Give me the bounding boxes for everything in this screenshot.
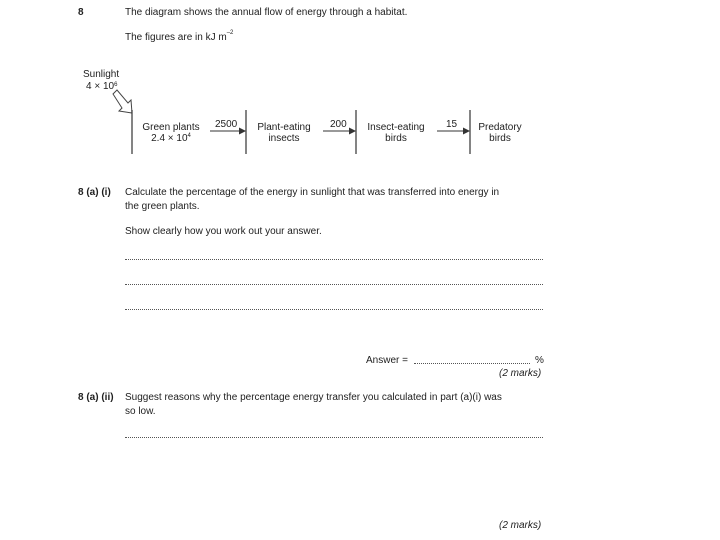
part-a-ii-label: 8 (a) (ii) bbox=[78, 392, 114, 403]
answer-label: Answer = bbox=[366, 355, 408, 366]
sunlight-title: Sunlight bbox=[83, 69, 120, 80]
part-a-i-label: 8 (a) (i) bbox=[78, 187, 111, 198]
stage-insect-eating-birds: Insect-eating birds bbox=[367, 122, 425, 144]
reasons-line-1[interactable] bbox=[125, 437, 543, 438]
stage-green-plants: Green plants $2.4 \times 10^4$ bbox=[142, 122, 200, 144]
flow-value-3: 15 bbox=[446, 119, 458, 130]
flow-value-2: 200 bbox=[330, 119, 347, 130]
intro-line-2: The figures are in kJ $m^{-2}$ bbox=[125, 30, 234, 43]
answer-field[interactable] bbox=[414, 363, 530, 364]
part-a-ii-line-2: so low. bbox=[125, 406, 156, 417]
question-number: 8 bbox=[78, 7, 84, 18]
arrowhead-3 bbox=[463, 128, 470, 135]
working-line-1[interactable] bbox=[125, 259, 543, 260]
sunlight-arrow bbox=[113, 90, 132, 113]
working-line-2[interactable] bbox=[125, 284, 543, 285]
part-a-i-instruction: Show clearly how you work out your answer. bbox=[125, 226, 322, 237]
arrowhead-2 bbox=[349, 128, 356, 135]
part-a-ii-line-1: Suggest reasons why the percentage energy transfer you calculated in part (a)(i) was bbox=[125, 392, 502, 403]
part-a-i-marks: (2 marks) bbox=[499, 368, 542, 379]
flow-value-1: 2500 bbox=[215, 119, 238, 130]
intro-line-1: The diagram shows the annual flow of energy through a habitat. bbox=[125, 7, 408, 18]
part-a-i-line-1: Calculate the percentage of the energy in sunlight that was transferred into energy in bbox=[125, 187, 500, 198]
sunlight-value: $4 \times 10^6$ bbox=[86, 81, 118, 92]
stage-plant-eating-insects: Plant-eating insects bbox=[257, 122, 311, 144]
part-a-i-line-2: the green plants. bbox=[125, 201, 200, 212]
arrowhead-1 bbox=[239, 128, 246, 135]
working-line-3[interactable] bbox=[125, 309, 543, 310]
part-a-ii-marks: (2 marks) bbox=[499, 520, 542, 531]
answer-unit: % bbox=[535, 355, 544, 366]
stage-predatory-birds: Predatory birds bbox=[478, 122, 522, 144]
